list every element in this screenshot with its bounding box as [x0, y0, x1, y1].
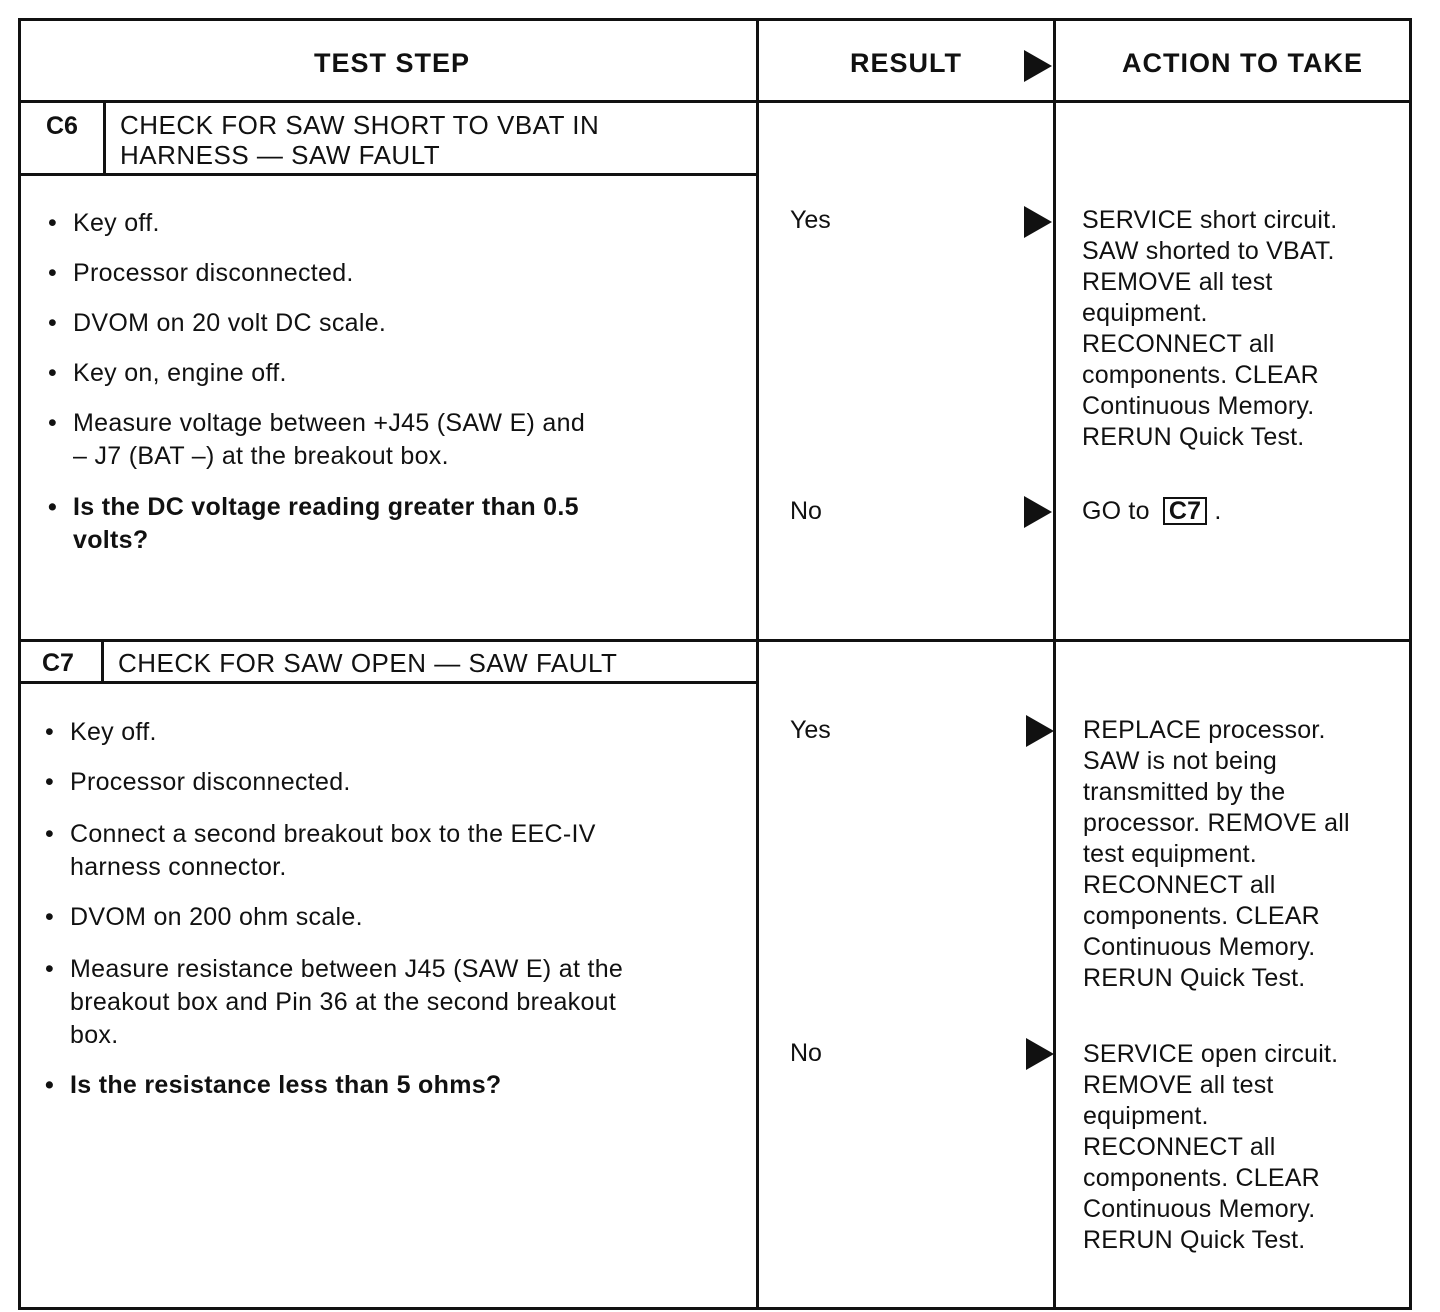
action-line: equipment. — [1083, 1102, 1209, 1130]
step-item — [45, 818, 596, 884]
step-code: C6 — [46, 112, 78, 140]
bullet: • — [48, 359, 58, 387]
c7-title-underline — [18, 681, 759, 684]
action-line: components. CLEAR — [1083, 902, 1320, 930]
step-item-text: Is the DC voltage reading greater than 0.5 — [73, 493, 579, 521]
action-line: Continuous Memory. — [1083, 1195, 1316, 1223]
bullet: • — [48, 493, 58, 521]
result-arrow-icon — [1026, 1038, 1054, 1070]
step-divider — [18, 639, 1412, 642]
step-item-text: breakout box and Pin 36 at the second breakout — [70, 988, 617, 1016]
column-divider-result — [756, 18, 759, 1310]
bullet: • — [45, 1071, 55, 1099]
step-item-text: harness connector. — [70, 853, 287, 881]
step-question — [48, 491, 579, 557]
result-arrow-icon — [1026, 715, 1054, 747]
action-goto: GO to — [1082, 497, 1150, 525]
step-item-text: Connect a second breakout box to the EEC-IV — [70, 820, 596, 848]
step-item — [45, 901, 363, 934]
action-text — [1082, 496, 1412, 527]
step-item — [48, 357, 287, 390]
step-item-text: Measure voltage between +J45 (SAW E) and — [73, 409, 586, 437]
action-line: RERUN Quick Test. — [1082, 423, 1305, 451]
column-divider-action — [1053, 18, 1056, 1310]
step-reference-link[interactable]: C7 — [1163, 497, 1207, 525]
action-line: SAW shorted to VBAT. — [1082, 237, 1335, 265]
step-item-text: box. — [70, 1021, 119, 1049]
step-title — [118, 648, 617, 678]
bullet: • — [45, 903, 55, 931]
action-line: test equipment. — [1083, 840, 1257, 868]
action-line: REMOVE all test — [1083, 1071, 1274, 1099]
action-line: Continuous Memory. — [1083, 933, 1316, 961]
action-text — [1083, 1039, 1413, 1256]
step-item-text: Processor disconnected. — [73, 259, 354, 287]
step-item-text: Key off. — [73, 209, 160, 237]
action-line: SAW is not being — [1083, 747, 1278, 775]
step-item-text: Key on, engine off. — [73, 359, 287, 387]
step-code: C7 — [42, 649, 74, 677]
c7-code-divider — [101, 639, 104, 683]
step-title-line: CHECK FOR SAW SHORT TO VBAT IN — [120, 110, 600, 140]
bullet: • — [48, 259, 58, 287]
action-line: transmitted by the — [1083, 778, 1286, 806]
action-line: components. CLEAR — [1082, 361, 1319, 389]
step-item — [45, 953, 624, 1052]
action-line: RERUN Quick Test. — [1083, 964, 1306, 992]
header-result: RESULT — [850, 48, 962, 78]
step-item — [48, 407, 586, 473]
bullet: • — [45, 820, 55, 848]
step-item-text: Processor disconnected. — [70, 768, 351, 796]
result-no: No — [790, 497, 822, 525]
table-top-border — [18, 18, 1412, 21]
action-line: REPLACE processor. — [1083, 716, 1326, 744]
step-item-text: Key off. — [70, 718, 157, 746]
step-item-text: DVOM on 200 ohm scale. — [70, 903, 363, 931]
step-item — [48, 257, 354, 290]
header-divider — [18, 100, 1412, 103]
table-bottom-border — [18, 1307, 1412, 1310]
bullet: • — [45, 718, 55, 746]
step-item-text: – J7 (BAT –) at the breakout box. — [73, 442, 449, 470]
step-title-line: CHECK FOR SAW OPEN — SAW FAULT — [118, 648, 618, 678]
bullet: • — [48, 409, 58, 437]
step-item-text: Measure resistance between J45 (SAW E) at the — [70, 955, 624, 983]
result-arrow-icon — [1024, 496, 1052, 528]
action-line: components. CLEAR — [1083, 1164, 1320, 1192]
step-title — [120, 110, 599, 170]
result-yes: Yes — [790, 206, 831, 234]
step-item — [45, 766, 351, 799]
action-line: Continuous Memory. — [1082, 392, 1315, 420]
header-action: ACTION TO TAKE — [1122, 48, 1363, 78]
action-line: processor. REMOVE all — [1083, 809, 1350, 837]
action-line: RECONNECT all — [1083, 871, 1276, 899]
action-text — [1083, 715, 1413, 994]
result-arrow-icon — [1024, 206, 1052, 238]
step-title-line: HARNESS — SAW FAULT — [120, 140, 441, 170]
action-line: SERVICE open circuit. — [1083, 1040, 1339, 1068]
result-yes: Yes — [790, 716, 831, 744]
action-text — [1082, 205, 1412, 453]
action-line: equipment. — [1082, 299, 1208, 327]
c6-title-underline — [18, 173, 759, 176]
header-arrow-icon — [1024, 50, 1052, 82]
step-item — [45, 716, 157, 749]
bullet: • — [45, 955, 55, 983]
action-line: RERUN Quick Test. — [1083, 1226, 1306, 1254]
step-item-text: volts? — [73, 526, 149, 554]
step-item — [48, 207, 160, 240]
bullet: • — [45, 768, 55, 796]
step-question — [45, 1069, 502, 1102]
action-line: RECONNECT all — [1082, 330, 1275, 358]
result-no: No — [790, 1039, 822, 1067]
table-left-border — [18, 18, 21, 1310]
action-suffix: . — [1214, 497, 1222, 525]
c6-code-divider — [103, 100, 106, 175]
action-line: REMOVE all test — [1082, 268, 1273, 296]
step-item-text: Is the resistance less than 5 ohms? — [70, 1071, 502, 1099]
step-item-text: DVOM on 20 volt DC scale. — [73, 309, 387, 337]
action-line: RECONNECT all — [1083, 1133, 1276, 1161]
step-item — [48, 307, 387, 340]
bullet: • — [48, 209, 58, 237]
header-test-step: TEST STEP — [314, 48, 471, 78]
bullet: • — [48, 309, 58, 337]
action-line: SERVICE short circuit. — [1082, 206, 1338, 234]
